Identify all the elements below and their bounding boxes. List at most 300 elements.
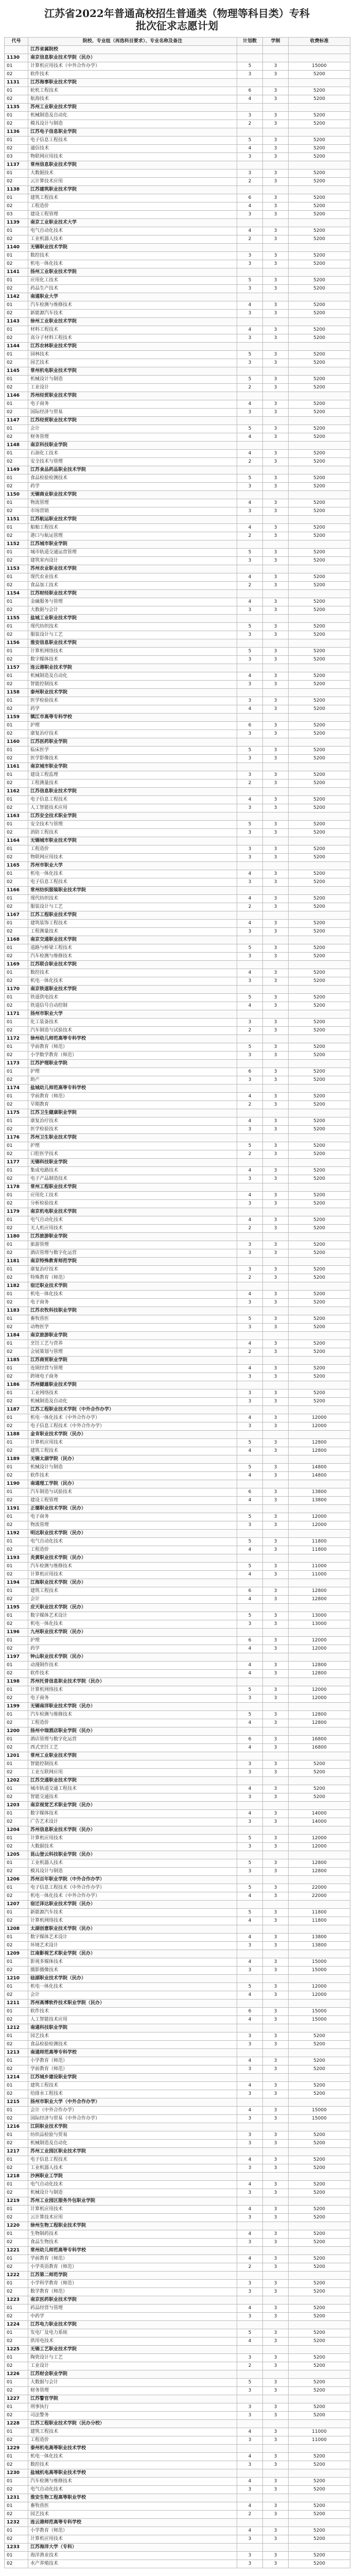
table-row bbox=[5, 1464, 350, 1472]
institution-row bbox=[5, 268, 350, 277]
cell-code: 02 bbox=[5, 2461, 28, 2469]
cell-name: 海洋渔业技术 bbox=[28, 2552, 237, 2560]
cell-fee: 5200 bbox=[289, 524, 350, 532]
cell-name: 工业设计 bbox=[28, 2362, 237, 2370]
table-row bbox=[5, 1538, 350, 1546]
institution-row bbox=[5, 1925, 350, 1934]
table-row bbox=[5, 532, 350, 540]
cell-code: 01 bbox=[5, 425, 28, 433]
cell-code: 02 bbox=[5, 2288, 28, 2296]
cell-code: 01 bbox=[5, 376, 28, 384]
cell-code: 01 bbox=[5, 326, 28, 334]
cell-name: 应用化工技术 bbox=[28, 1192, 237, 1200]
institution-row bbox=[5, 1480, 350, 1488]
cell-years bbox=[263, 2148, 289, 2156]
institution-row bbox=[5, 1258, 350, 1266]
institution-row bbox=[5, 219, 350, 227]
table-row bbox=[5, 2164, 350, 2173]
cell-years: 3 bbox=[263, 1892, 289, 1901]
cell-code: 1206 bbox=[5, 1876, 28, 1884]
cell-fee: 13800 bbox=[289, 1488, 350, 1497]
cell-plan: 3 bbox=[237, 2354, 263, 2362]
cell-name: 铁道信号自动控制 bbox=[28, 1002, 237, 1010]
cell-years: 3 bbox=[263, 2527, 289, 2535]
cell-years bbox=[263, 1084, 289, 1093]
cell-plan bbox=[237, 1208, 263, 1216]
cell-plan: 4 bbox=[237, 1958, 263, 1967]
cell-fee: 16800 bbox=[289, 1744, 350, 1752]
cell-years bbox=[263, 1282, 289, 1291]
table-row bbox=[5, 351, 350, 359]
cell-code: 01 bbox=[5, 672, 28, 681]
cell-years: 3 bbox=[263, 1711, 289, 1719]
cell-fee bbox=[289, 417, 350, 425]
cell-code: 02 bbox=[5, 928, 28, 936]
cell-name: 机电一体化技术（中外合作办学） bbox=[28, 1414, 237, 1422]
cell-name: 电子信息工程技术 bbox=[28, 878, 237, 887]
cell-name: 园林技术 bbox=[28, 351, 237, 359]
cell-code: 1229 bbox=[5, 2445, 28, 2453]
cell-plan: 3 bbox=[237, 1299, 263, 1307]
cell-code: 01 bbox=[5, 2379, 28, 2387]
cell-name: 江苏工程职业技术学院（民办分校） bbox=[28, 2420, 237, 2428]
cell-years: 3 bbox=[263, 483, 289, 491]
institution-row bbox=[5, 1727, 350, 1736]
cell-code: 1167 bbox=[5, 911, 28, 920]
cell-code: 1207 bbox=[5, 1901, 28, 1909]
cell-code: 01 bbox=[5, 870, 28, 878]
cell-plan bbox=[237, 1950, 263, 1958]
cell-code: 01 bbox=[5, 2403, 28, 2412]
cell-code: 02 bbox=[5, 656, 28, 664]
table-row bbox=[5, 1744, 350, 1752]
cell-name: 数学教育（师范） bbox=[28, 2288, 237, 2296]
document-page bbox=[4, 4, 350, 2576]
cell-fee: 5200 bbox=[289, 845, 350, 854]
cell-name: 现代纺织技术 bbox=[28, 623, 237, 631]
cell-years: 3 bbox=[263, 2206, 289, 2214]
cell-fee bbox=[289, 812, 350, 821]
cell-years: 3 bbox=[263, 1241, 289, 1249]
cell-years bbox=[263, 1060, 289, 1068]
cell-code: 02 bbox=[5, 1818, 28, 1826]
cell-fee bbox=[289, 2024, 350, 2032]
cell-name: 徐州幼儿师范高等专科学校 bbox=[28, 1035, 237, 1043]
cell-plan: 6 bbox=[237, 1637, 263, 1645]
cell-code: 01 bbox=[5, 2502, 28, 2511]
cell-fee: 5200 bbox=[289, 920, 350, 928]
cell-name: 江苏警官学院 bbox=[28, 2395, 237, 2403]
cell-years bbox=[263, 2049, 289, 2057]
cell-name: 电子信息工程技术（中外合作办学） bbox=[28, 1884, 237, 1892]
cell-fee bbox=[289, 2296, 350, 2304]
cell-name: 苏州经贸职业技术学院 bbox=[28, 392, 237, 400]
cell-fee: 5200 bbox=[289, 1340, 350, 1348]
cell-name: 南京旅游职业学院 bbox=[28, 1332, 237, 1340]
cell-code: 01 bbox=[5, 895, 28, 903]
cell-code: 1152 bbox=[5, 540, 28, 549]
table-row bbox=[5, 1126, 350, 1134]
cell-plan: 6 bbox=[237, 2008, 263, 2016]
cell-name: 会计 bbox=[28, 1596, 237, 1604]
cell-plan bbox=[237, 1233, 263, 1241]
cell-fee: 5200 bbox=[289, 755, 350, 763]
cell-fee: 5200 bbox=[289, 384, 350, 392]
cell-code: 01 bbox=[5, 1389, 28, 1398]
cell-fee: 5200 bbox=[289, 2131, 350, 2140]
cell-fee: 5200 bbox=[289, 672, 350, 681]
institution-row bbox=[5, 2370, 350, 2379]
cell-plan: 5 bbox=[237, 1909, 263, 1917]
table-row bbox=[5, 730, 350, 738]
table-row bbox=[5, 1439, 350, 1447]
cell-plan: 4 bbox=[237, 1117, 263, 1126]
cell-years bbox=[263, 1233, 289, 1241]
cell-name: 江苏建筑职业技术学院 bbox=[28, 186, 237, 194]
cell-plan: 2 bbox=[237, 2511, 263, 2519]
cell-code: 01 bbox=[5, 2354, 28, 2362]
cell-code: 02 bbox=[5, 1670, 28, 1678]
cell-code: 01 bbox=[5, 1785, 28, 1793]
cell-code: 1163 bbox=[5, 812, 28, 821]
cell-fee bbox=[289, 2173, 350, 2181]
cell-name: 园艺技术 bbox=[28, 2511, 237, 2519]
cell-years: 3 bbox=[263, 1043, 289, 1052]
table-row bbox=[5, 2041, 350, 2049]
table-row bbox=[5, 2387, 350, 2395]
cell-code: 1159 bbox=[5, 714, 28, 722]
cell-years: 3 bbox=[263, 2337, 289, 2346]
cell-name: 江苏城市职业学院 bbox=[28, 540, 237, 549]
cell-name: 汽车检测与维修技术 bbox=[28, 953, 237, 961]
cell-years: 3 bbox=[263, 1447, 289, 1455]
institution-row bbox=[5, 1752, 350, 1760]
cell-fee: 12000 bbox=[289, 1694, 350, 1703]
cell-code: 01 bbox=[5, 1340, 28, 1348]
cell-name: 动物医学 bbox=[28, 1324, 237, 1332]
cell-code: 01 bbox=[5, 2304, 28, 2313]
cell-fee: 5200 bbox=[289, 2304, 350, 2313]
cell-fee: 5200 bbox=[289, 1019, 350, 1027]
cell-code: 02 bbox=[5, 953, 28, 961]
header-fee: 收费标准 bbox=[289, 38, 350, 46]
cell-name: 南京交通职业技术学院 bbox=[28, 936, 237, 944]
cell-plan: 4 bbox=[237, 2255, 263, 2263]
table-row bbox=[5, 2016, 350, 2024]
cell-plan: 4 bbox=[237, 202, 263, 211]
cell-plan: 4 bbox=[237, 920, 263, 928]
cell-fee: 14800 bbox=[289, 1464, 350, 1472]
cell-name: 江苏联合职业技术学院 bbox=[28, 961, 237, 969]
cell-years: 3 bbox=[263, 301, 289, 310]
institution-row bbox=[5, 2098, 350, 2107]
cell-plan: 4 bbox=[237, 1497, 263, 1505]
cell-years: 3 bbox=[263, 62, 289, 71]
cell-fee: 5200 bbox=[289, 433, 350, 442]
cell-code: 01 bbox=[5, 2428, 28, 2436]
cell-code: 01 bbox=[5, 1538, 28, 1546]
institution-row bbox=[5, 2321, 350, 2329]
institution-row bbox=[5, 392, 350, 400]
cell-plan bbox=[237, 1629, 263, 1637]
cell-code: 02 bbox=[5, 2263, 28, 2272]
cell-fee bbox=[289, 2494, 350, 2502]
cell-code: 01 bbox=[5, 2552, 28, 2560]
cell-years bbox=[263, 1727, 289, 1736]
table-row bbox=[5, 804, 350, 812]
cell-years: 3 bbox=[263, 582, 289, 590]
cell-code: 03 bbox=[5, 211, 28, 219]
cell-code: 01 bbox=[5, 1711, 28, 1719]
cell-name: 大数据技术 bbox=[28, 170, 237, 178]
cell-code: 1182 bbox=[5, 1282, 28, 1291]
cell-code: 02 bbox=[5, 2016, 28, 2024]
cell-plan: 3 bbox=[237, 730, 263, 738]
cell-name: 硅湖职业技术学院（民办） bbox=[28, 1975, 237, 1983]
cell-name: 助产 bbox=[28, 1076, 237, 1084]
cell-name: 南京信息职业技术学院（民办） bbox=[28, 54, 237, 62]
cell-fee: 15000 bbox=[289, 2016, 350, 2024]
institution-row bbox=[5, 714, 350, 722]
cell-plan: 5 bbox=[237, 1464, 263, 1472]
cell-years bbox=[263, 367, 289, 376]
cell-name: 船舶工程技术 bbox=[28, 524, 237, 532]
cell-code: 1226 bbox=[5, 2370, 28, 2379]
institution-row bbox=[5, 1703, 350, 1711]
cell-code: 1208 bbox=[5, 1925, 28, 1934]
cell-code: 1200 bbox=[5, 1727, 28, 1736]
cell-plan bbox=[237, 2544, 263, 2552]
cell-fee: 5200 bbox=[289, 2090, 350, 2098]
cell-fee: 5200 bbox=[289, 1324, 350, 1332]
table-row bbox=[5, 252, 350, 260]
cell-fee: 5200 bbox=[289, 499, 350, 507]
cell-name: 智能控制技术 bbox=[28, 681, 237, 689]
institution-row bbox=[5, 2420, 350, 2428]
cell-fee bbox=[289, 1777, 350, 1785]
cell-years: 3 bbox=[263, 153, 289, 161]
cell-years bbox=[263, 1826, 289, 1835]
cell-plan: 3 bbox=[237, 310, 263, 318]
cell-years: 3 bbox=[263, 994, 289, 1002]
cell-fee bbox=[289, 2346, 350, 2354]
cell-years bbox=[263, 219, 289, 227]
cell-plan bbox=[237, 1554, 263, 1563]
cell-name: 连锁经营与管理 bbox=[28, 1365, 237, 1373]
cell-years: 3 bbox=[263, 2189, 289, 2197]
cell-fee: 5200 bbox=[289, 1348, 350, 1357]
cell-years: 3 bbox=[263, 1884, 289, 1892]
cell-years: 3 bbox=[263, 1521, 289, 1530]
cell-name: 中药学 bbox=[28, 2313, 237, 2321]
institution-row bbox=[5, 1406, 350, 1414]
cell-code: 02 bbox=[5, 1422, 28, 1431]
cell-fee: 13800 bbox=[289, 1942, 350, 1950]
cell-code: 01 bbox=[5, 549, 28, 557]
cell-code: 02 bbox=[5, 1596, 28, 1604]
table-row bbox=[5, 977, 350, 986]
cell-name: 高分子材料工程技术 bbox=[28, 334, 237, 343]
cell-code: 1199 bbox=[5, 1703, 28, 1711]
cell-fee: 5200 bbox=[289, 2181, 350, 2189]
cell-plan bbox=[237, 862, 263, 870]
institution-row bbox=[5, 466, 350, 474]
cell-plan: 4 bbox=[237, 1719, 263, 1727]
cell-plan: 3 bbox=[237, 1422, 263, 1431]
cell-fee: 12000 bbox=[289, 1843, 350, 1851]
cell-years: 3 bbox=[263, 1027, 289, 1035]
cell-years: 3 bbox=[263, 2288, 289, 2296]
cell-years bbox=[263, 2519, 289, 2527]
cell-name: 苏州健雄职业技术学院 bbox=[28, 1381, 237, 1389]
cell-fee: 15000 bbox=[289, 62, 350, 71]
cell-name: 药品生产技术 bbox=[28, 285, 237, 293]
cell-name: 江苏财会职业学院 bbox=[28, 2370, 237, 2379]
cell-name: 江苏安全技术职业学院 bbox=[28, 812, 237, 821]
cell-name: 江苏商贸职业学院 bbox=[28, 1357, 237, 1365]
cell-fee: 12000 bbox=[289, 1645, 350, 1653]
cell-code: 02 bbox=[5, 1126, 28, 1134]
cell-years bbox=[263, 1975, 289, 1983]
cell-fee: 5200 bbox=[289, 2461, 350, 2469]
cell-fee bbox=[289, 1925, 350, 1934]
cell-fee: 5200 bbox=[289, 969, 350, 977]
cell-name: 汽车检测与维修技术 bbox=[28, 1563, 237, 1571]
cell-plan: 4 bbox=[237, 145, 263, 153]
cell-fee: 22000 bbox=[289, 1884, 350, 1892]
table-row bbox=[5, 779, 350, 788]
table-row bbox=[5, 2412, 350, 2420]
table-row bbox=[5, 2313, 350, 2321]
table-row bbox=[5, 2486, 350, 2494]
table-row bbox=[5, 2329, 350, 2337]
cell-plan bbox=[237, 1851, 263, 1859]
cell-plan: 3 bbox=[237, 2313, 263, 2321]
cell-fee: 5200 bbox=[289, 112, 350, 120]
cell-code: 1221 bbox=[5, 2247, 28, 2255]
cell-plan: 3 bbox=[237, 1200, 263, 1208]
cell-name: 太湖创意职业技术学院（民办） bbox=[28, 1925, 237, 1934]
cell-code: 01 bbox=[5, 2032, 28, 2041]
cell-code: 02 bbox=[5, 2412, 28, 2420]
cell-years bbox=[263, 491, 289, 499]
cell-years: 3 bbox=[263, 1142, 289, 1150]
cell-years bbox=[263, 2024, 289, 2032]
cell-code: 1165 bbox=[5, 862, 28, 870]
table-row bbox=[5, 62, 350, 71]
cell-code: 01 bbox=[5, 697, 28, 705]
cell-code: 1198 bbox=[5, 1678, 28, 1686]
cell-fee bbox=[289, 1727, 350, 1736]
cell-years: 3 bbox=[263, 1052, 289, 1060]
cell-years: 3 bbox=[263, 235, 289, 244]
cell-name: 无锡商业职业技术学院 bbox=[28, 491, 237, 499]
cell-code: 02 bbox=[5, 285, 28, 293]
institution-row bbox=[5, 1999, 350, 2008]
cell-plan bbox=[237, 219, 263, 227]
cell-years: 3 bbox=[263, 2313, 289, 2321]
cell-code: 01 bbox=[5, 747, 28, 755]
cell-years: 3 bbox=[263, 2057, 289, 2065]
cell-name: 电子商务 bbox=[28, 400, 237, 409]
cell-plan: 5 bbox=[237, 62, 263, 71]
cell-code: 1202 bbox=[5, 1777, 28, 1785]
cell-years bbox=[263, 639, 289, 648]
cell-fee: 5200 bbox=[289, 2239, 350, 2247]
cell-fee: 5200 bbox=[289, 598, 350, 606]
cell-fee bbox=[289, 936, 350, 944]
cell-plan bbox=[237, 1159, 263, 1167]
cell-years: 3 bbox=[263, 524, 289, 532]
table-row bbox=[5, 359, 350, 367]
cell-fee bbox=[289, 639, 350, 648]
institution-row bbox=[5, 1826, 350, 1835]
cell-name: 现代农业技术 bbox=[28, 573, 237, 582]
cell-fee bbox=[289, 1406, 350, 1414]
cell-plan: 2 bbox=[237, 235, 263, 244]
cell-years bbox=[263, 516, 289, 524]
cell-plan: 3 bbox=[237, 1967, 263, 1975]
cell-plan bbox=[237, 1999, 263, 2008]
cell-code: 02 bbox=[5, 178, 28, 186]
cell-years bbox=[263, 1901, 289, 1909]
cell-years: 3 bbox=[263, 1439, 289, 1447]
cell-code: 1144 bbox=[5, 343, 28, 351]
cell-name: 连云港职业技术学院 bbox=[28, 664, 237, 672]
cell-fee bbox=[289, 1357, 350, 1365]
cell-plan bbox=[237, 689, 263, 697]
cell-code: 1192 bbox=[5, 1530, 28, 1538]
institution-row bbox=[5, 1579, 350, 1587]
cell-years: 3 bbox=[263, 87, 289, 95]
cell-plan bbox=[237, 540, 263, 549]
cell-fee bbox=[289, 837, 350, 845]
cell-code: 02 bbox=[5, 433, 28, 442]
cell-fee: 5200 bbox=[289, 2032, 350, 2041]
cell-fee: 12800 bbox=[289, 1662, 350, 1670]
cell-fee: 5200 bbox=[289, 747, 350, 755]
cell-fee: 5200 bbox=[289, 648, 350, 656]
cell-years bbox=[263, 186, 289, 194]
cell-years: 3 bbox=[263, 672, 289, 681]
institution-row bbox=[5, 1950, 350, 1958]
table-row bbox=[5, 2181, 350, 2189]
cell-name: 泰州职业技术学院 bbox=[28, 689, 237, 697]
cell-name: 工程造价 bbox=[28, 1546, 237, 1554]
cell-plan: 3 bbox=[237, 606, 263, 615]
cell-code: 1179 bbox=[5, 1208, 28, 1216]
cell-years: 3 bbox=[263, 1736, 289, 1744]
cell-years: 3 bbox=[263, 2041, 289, 2049]
cell-code: 02 bbox=[5, 582, 28, 590]
cell-fee: 5200 bbox=[289, 2164, 350, 2173]
institution-row bbox=[5, 1035, 350, 1043]
cell-code: 02 bbox=[5, 2313, 28, 2321]
cell-years: 3 bbox=[263, 1192, 289, 1200]
table-row bbox=[5, 2535, 350, 2544]
cell-plan bbox=[237, 565, 263, 573]
cell-code: 02 bbox=[5, 1942, 28, 1950]
cell-name: 建设工程管理 bbox=[28, 211, 237, 219]
cell-plan: 3 bbox=[237, 2288, 263, 2296]
cell-plan bbox=[237, 639, 263, 648]
cell-plan bbox=[237, 79, 263, 87]
table-row bbox=[5, 1793, 350, 1802]
cell-years: 3 bbox=[263, 1497, 289, 1505]
cell-years: 3 bbox=[263, 1719, 289, 1727]
institution-row bbox=[5, 2173, 350, 2181]
cell-plan: 5 bbox=[237, 1835, 263, 1843]
